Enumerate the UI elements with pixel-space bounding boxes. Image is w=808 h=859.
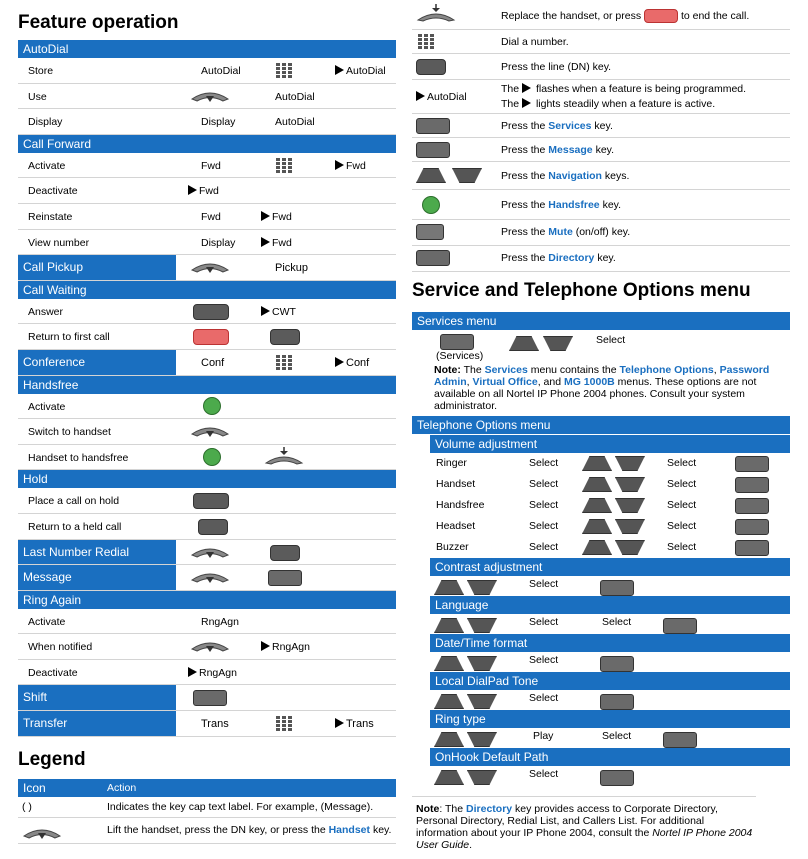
- triangle-indicator-icon: [261, 306, 270, 316]
- services-menu-row: [412, 330, 790, 362]
- table-row: [18, 514, 396, 540]
- nav-up-key-icon: [434, 770, 464, 785]
- shift-row: [18, 685, 396, 711]
- ring-type-header: Ring type: [430, 710, 790, 728]
- triangle-indicator-icon: [335, 65, 344, 75]
- triangle-indicator-icon: [261, 641, 270, 651]
- volume-row: Handsfree Select Select: [430, 495, 790, 516]
- nav-down-key-icon: [452, 168, 482, 183]
- feature-indicator: Trans: [335, 718, 374, 730]
- legend-row: [412, 80, 790, 114]
- autodial-indicator: AutoDial: [416, 91, 467, 103]
- feature-operation-title: Feature operation: [18, 12, 179, 33]
- call-pickup-row: [18, 255, 396, 281]
- goodbye-key-icon: [644, 9, 678, 23]
- handset-replace-icon: [264, 447, 304, 465]
- nav-down-key-icon: [615, 477, 645, 492]
- nav-down-key-icon: [615, 540, 645, 555]
- services-key-icon: [600, 580, 634, 596]
- nav-up-key-icon: [582, 498, 612, 513]
- message-key-icon: [268, 570, 302, 586]
- shift-key-icon: [193, 690, 227, 706]
- nav-up-key-icon: [582, 456, 612, 471]
- handset-lift-icon: [190, 570, 230, 584]
- handsfree-key-icon: [422, 196, 440, 214]
- nav-up-key-icon: [582, 540, 612, 555]
- dialpad-icon: [276, 355, 292, 371]
- nav-down-key-icon: [467, 694, 497, 709]
- legend-row: [18, 818, 396, 844]
- section-conference-header: Conference: [18, 350, 176, 375]
- legend-text: The lights steadily when a feature is active.: [501, 98, 716, 110]
- table-row: [18, 204, 396, 230]
- services-key-icon: [735, 498, 769, 514]
- services-menu-header: Services menu: [412, 312, 790, 330]
- message-key-icon: [416, 142, 450, 158]
- triangle-indicator-icon: [522, 98, 531, 108]
- row-label: View number: [28, 236, 90, 249]
- handset-lift-icon: [22, 826, 62, 840]
- row-label: Use: [28, 90, 47, 103]
- nav-up-key-icon: [434, 580, 464, 595]
- ring-type-row: Play Select: [430, 728, 790, 748]
- section-lastnumber-header: Last Number Redial: [18, 540, 176, 565]
- select-label: Select: [596, 334, 626, 346]
- volume-row: Handset Select Select: [430, 474, 790, 495]
- table-row: [18, 634, 396, 660]
- legend-col-icon: Icon: [23, 780, 46, 795]
- table-row: [18, 299, 396, 325]
- table-row: [18, 488, 396, 514]
- table-row: [18, 394, 396, 420]
- line-key-icon: [198, 519, 228, 535]
- goodbye-key-icon: [193, 329, 229, 345]
- handset-lift-icon: [190, 424, 230, 438]
- triangle-indicator-icon: [416, 91, 425, 101]
- legend-row: [412, 114, 790, 138]
- table-row: [18, 109, 396, 135]
- triangle-indicator-icon: [188, 185, 197, 195]
- services-key-icon: [735, 519, 769, 535]
- legend-row: [412, 246, 790, 272]
- legend-text: Press the Mute (on/off) key.: [501, 226, 631, 238]
- triangle-indicator-icon: [335, 160, 344, 170]
- telephone-options-header: Telephone Options menu: [412, 416, 790, 434]
- keycap-label: Pickup: [275, 262, 309, 275]
- keycap-label: Fwd: [201, 210, 221, 223]
- section-callwaiting-header: Call Waiting: [18, 281, 396, 299]
- directory-note: Note: The Directory key provides access to Corporate Directory, Personal Directory, Redial List, and Callers List. For additional information about your IP Phone 2004, consult the Nortel IP Phone 2004 User Guide.: [412, 796, 756, 851]
- row-label: Switch to handset: [28, 426, 111, 439]
- section-ringagain-header: Ring Again: [18, 591, 396, 609]
- table-row: [18, 324, 396, 350]
- services-key-icon: [600, 656, 634, 672]
- legend-row: [412, 190, 790, 220]
- table-row: [18, 445, 396, 471]
- handset-lift-icon: [190, 639, 230, 653]
- dialpad-icon: [276, 63, 292, 79]
- feature-indicator: Fwd: [188, 185, 219, 197]
- directory-key-icon: [416, 250, 450, 266]
- table-row: [18, 660, 396, 686]
- services-key-icon: [663, 732, 697, 748]
- row-label: Answer: [28, 305, 64, 318]
- nav-down-key-icon: [615, 519, 645, 534]
- nav-up-key-icon: [434, 618, 464, 633]
- line-key-icon: [270, 545, 300, 561]
- row-label: Return to first call: [28, 331, 110, 344]
- feature-indicator: Conf: [335, 357, 369, 369]
- row-label: Return to a held call: [28, 520, 122, 533]
- datetime-header: Date/Time format: [430, 634, 790, 652]
- last-number-redial-row: [18, 540, 396, 566]
- nav-down-key-icon: [615, 456, 645, 471]
- feature-indicator: RngAgn: [188, 667, 237, 679]
- legend-row: [412, 138, 790, 162]
- keycap-label: AutoDial: [275, 116, 315, 129]
- legend-header: [18, 779, 396, 797]
- mute-key-icon: [416, 224, 444, 240]
- nav-up-key-icon: [509, 336, 539, 351]
- legend-text: Dial a number.: [501, 36, 569, 48]
- nav-down-key-icon: [467, 618, 497, 633]
- legend-title: Legend: [18, 748, 86, 770]
- paren-icon: ( ): [22, 800, 32, 813]
- legend-text: Press the Directory key.: [501, 252, 616, 264]
- keycap-label: Conf: [201, 356, 225, 369]
- section-callforward-header: Call Forward: [18, 135, 396, 153]
- legend-row: [412, 54, 790, 80]
- nav-up-key-icon: [416, 168, 446, 183]
- table-row: [18, 609, 396, 635]
- handset-lift-icon: [190, 260, 230, 274]
- row-label: Activate: [28, 159, 66, 172]
- handsfree-key-icon: [203, 397, 221, 415]
- legend-row: [412, 30, 790, 54]
- section-callpickup-header: Call Pickup: [18, 255, 176, 280]
- services-key-icon: [735, 540, 769, 556]
- keycap-label: Display: [201, 116, 236, 129]
- legend-row: [412, 220, 790, 246]
- services-key-icon: [663, 618, 697, 634]
- transfer-row: [18, 711, 396, 737]
- services-key-icon: [600, 770, 634, 786]
- services-key-icon: [735, 477, 769, 493]
- keycap-label: Display: [201, 236, 236, 249]
- feature-indicator: Fwd: [261, 211, 292, 223]
- keycap-label: RngAgn: [201, 615, 239, 628]
- options-title: Service and Telephone Options menu: [412, 280, 751, 301]
- legend-row: [412, 0, 790, 30]
- legend-text: Press the Services key.: [501, 120, 613, 132]
- triangle-indicator-icon: [261, 211, 270, 221]
- legend-text: Press the Message key.: [501, 144, 615, 156]
- handset-lift-icon: [190, 89, 230, 103]
- table-row: [18, 58, 396, 84]
- onhook-path-row: Select: [430, 766, 790, 786]
- message-row: [18, 565, 396, 591]
- contrast-adjustment-header: Contrast adjustment: [430, 558, 790, 576]
- row-label: Display: [28, 116, 63, 129]
- nav-up-key-icon: [434, 732, 464, 747]
- table-row: [18, 84, 396, 110]
- legend-text: Press the Navigation keys.: [501, 170, 630, 182]
- legend-text: Lift the handset, press the DN key, or press the Handset key.: [107, 823, 392, 836]
- legend-col-action: Action: [107, 781, 137, 794]
- contrast-row: Select: [430, 576, 790, 596]
- row-label: Deactivate: [28, 666, 78, 679]
- legend-text: Replace the handset, or press to end the call.: [501, 9, 750, 22]
- nav-down-key-icon: [467, 580, 497, 595]
- handsfree-key-icon: [203, 448, 221, 466]
- dialpad-icon: [276, 158, 292, 174]
- triangle-indicator-icon: [335, 718, 344, 728]
- section-handsfree-header: Handsfree: [18, 376, 396, 394]
- services-key-icon: [416, 118, 450, 134]
- section-hold-header: Hold: [18, 470, 396, 488]
- hold-key-icon: [193, 304, 229, 320]
- conference-row: [18, 350, 396, 376]
- row-label: Activate: [28, 400, 66, 413]
- datetime-row: Select: [430, 652, 790, 672]
- feature-indicator: Fwd: [335, 160, 366, 172]
- nav-down-key-icon: [467, 770, 497, 785]
- nav-up-key-icon: [434, 694, 464, 709]
- services-note: Note: The Services menu contains the Telephone Options, Password Admin, Virtual Office, and MG 1000B menus. These options are not available on all Nortel IP Phone 2004 phones. Consult your system administrator.: [434, 364, 770, 412]
- triangle-indicator-icon: [188, 667, 197, 677]
- keycap-label: AutoDial: [201, 65, 241, 77]
- legend-row: [412, 162, 790, 190]
- table-row: [18, 419, 396, 445]
- volume-row: Buzzer Select Select: [430, 537, 790, 558]
- triangle-indicator-icon: [335, 357, 344, 367]
- dialpad-tone-row: Select: [430, 690, 790, 710]
- volume-adjustment-header: Volume adjustment: [430, 435, 790, 453]
- row-label: When notified: [28, 641, 93, 654]
- volume-row: Ringer Select Select: [430, 453, 790, 474]
- row-label: Reinstate: [28, 210, 73, 223]
- hold-key-icon: [193, 493, 229, 509]
- legend-text: The flashes when a feature is being programmed.: [501, 83, 747, 95]
- legend-row: [18, 797, 396, 818]
- row-label: Handset to handsfree: [28, 451, 129, 464]
- line-key-icon: [416, 59, 446, 75]
- services-key-icon: [600, 694, 634, 710]
- section-autodial-header: AutoDial: [18, 40, 396, 58]
- dialpad-tone-header: Local DialPad Tone: [430, 672, 790, 690]
- section-message-header: Message: [18, 565, 176, 590]
- legend-text: Press the line (DN) key.: [501, 61, 612, 73]
- language-header: Language: [430, 596, 790, 614]
- legend-text: Press the Handsfree key.: [501, 199, 622, 211]
- keycap-label: Fwd: [201, 159, 221, 172]
- feature-operation-column: [18, 0, 396, 844]
- right-column: [412, 0, 790, 851]
- table-row: [18, 230, 396, 256]
- feature-indicator: Fwd: [261, 237, 292, 249]
- feature-indicator: RngAgn: [261, 641, 310, 653]
- triangle-indicator-icon: [522, 83, 531, 93]
- handset-lift-icon: [190, 545, 230, 559]
- row-label: Deactivate: [28, 185, 78, 198]
- feature-indicator: CWT: [261, 306, 296, 318]
- row-label: Store: [28, 65, 54, 77]
- services-label: (Services): [436, 350, 484, 362]
- table-row: [18, 153, 396, 179]
- nav-up-key-icon: [582, 519, 612, 534]
- keycap-label: AutoDial: [275, 90, 315, 103]
- language-row: Select Select: [430, 614, 790, 634]
- triangle-indicator-icon: [261, 237, 270, 247]
- section-shift-header: Shift: [18, 685, 176, 710]
- nav-up-key-icon: [582, 477, 612, 492]
- feature-indicator: AutoDial: [335, 65, 386, 77]
- dialpad-icon: [418, 34, 434, 50]
- section-transfer-header: Transfer: [18, 711, 176, 736]
- legend-text: Indicates the key cap text label. For example, (Message).: [107, 800, 374, 813]
- keycap-label: Trans: [201, 718, 229, 731]
- row-label: Place a call on hold: [28, 495, 120, 508]
- handset-replace-icon: [416, 4, 456, 22]
- table-row: [18, 178, 396, 204]
- dialpad-icon: [276, 716, 292, 732]
- nav-down-key-icon: [467, 656, 497, 671]
- services-key-icon: [735, 456, 769, 472]
- line-key-icon: [270, 329, 300, 345]
- nav-down-key-icon: [615, 498, 645, 513]
- volume-row: Headset Select Select: [430, 516, 790, 537]
- nav-up-key-icon: [434, 656, 464, 671]
- services-key-icon: [440, 334, 474, 350]
- onhook-path-header: OnHook Default Path: [430, 748, 790, 766]
- nav-down-key-icon: [543, 336, 573, 351]
- row-label: Activate: [28, 615, 66, 628]
- nav-down-key-icon: [467, 732, 497, 747]
